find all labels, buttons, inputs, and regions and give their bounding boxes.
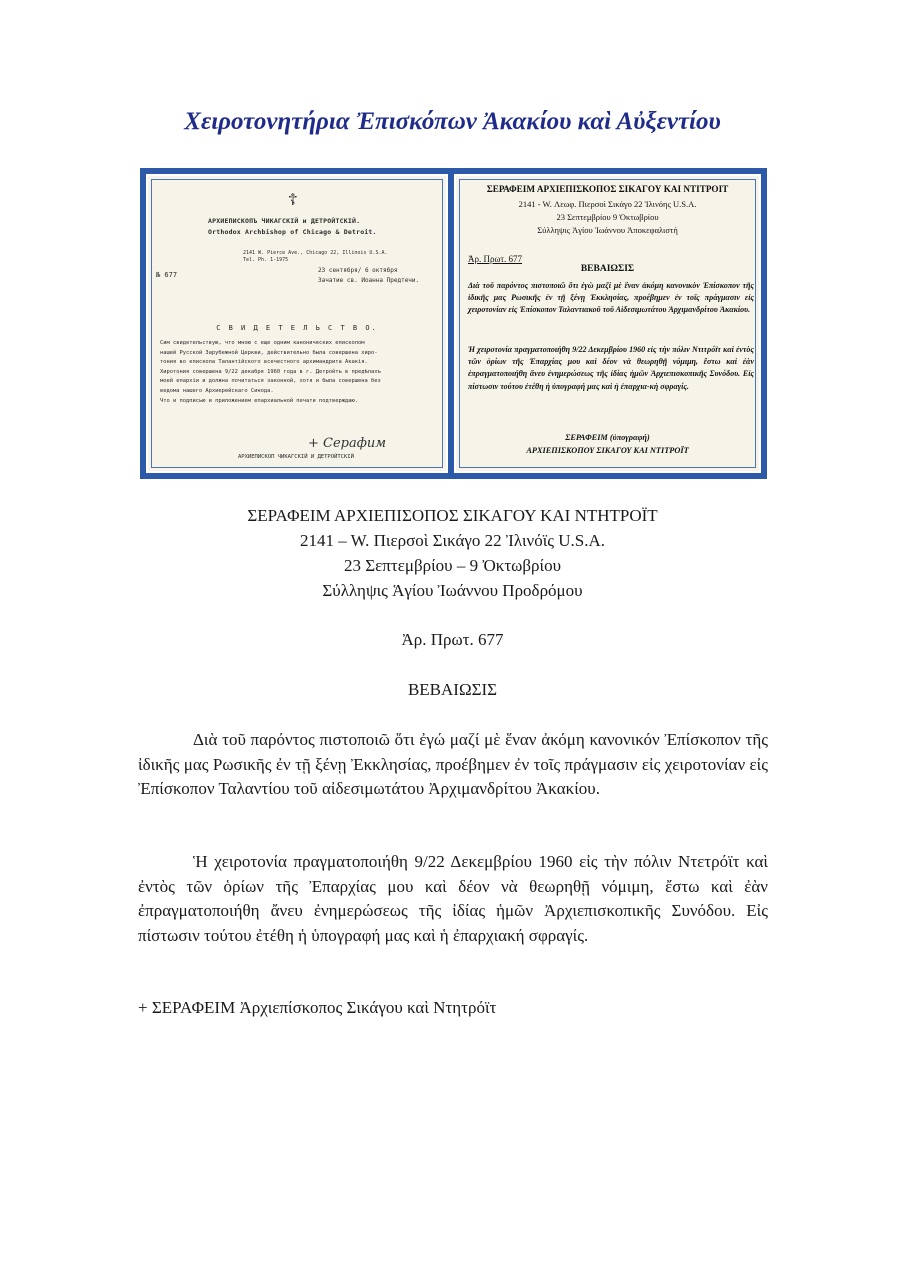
letterhead-line: Σύλληψις Ἁγίου Ἰωάννου Προδρόμου [322, 581, 583, 600]
scan-left-date [318, 266, 419, 286]
page-title: Χειροτονητήρια Ἐπισκόπων Ἀκακίου καὶ Αὐξεντίου [184, 108, 721, 135]
greek-certificate-scan [454, 174, 761, 473]
scan-left-body [160, 339, 440, 406]
scan-right-prot: Ἀρ. Πρωτ. 677 [468, 254, 523, 264]
scan-left-body-line: Хиротония совершена 9/22 декабря 1960 года в г. Детройтъ в предѣлахъ [160, 368, 381, 375]
certificate-heading: ΒΕΒΑΙΩΣΙΣ [407, 680, 498, 699]
scan-left-header [208, 216, 448, 238]
scan-right-paragraph: Διὰ τοῦ παρόντος πιστοποιῶ ὅτι ἐγὼ μαζὶ μὲ ἕναν ἀκόμη κανονικὸν Ἐπίσκοπον τῆς ἰδικῆς μας Ρωσικῆς ἐν τῇ ξένῃ Ἐκκλησίας, προέβημεν ἐν τοῖς πράγμασιν εἰς χειροτονίαν εἰς Ἐπίσκοπον Ταλαντιακοῦ τοῦ Αἰδεσιμωτάτου Ἀρχιμανδρίτου Ἀκακίου. [468, 281, 754, 315]
letterhead-line: 23 Σεπτεμβρίου – 9 Ὀκτωβρίου [344, 556, 561, 575]
scan-left-address-line: Tel. Ph. 1-1975 [243, 257, 289, 263]
scan-right-line: ΣΕΡΑΦΕΙΜ ΑΡΧΙΕΠΙΣΚΟΠΟΣ ΣΙΚΑΓΟΥ ΚΑΙ ΝΤΙΤΡΟΙΤ [486, 184, 729, 194]
scan-left-number: № 677 [156, 271, 178, 279]
scan-left-body-line: нашей Русской Зарубежной Церкви, действительно была совершена хиро- [160, 349, 378, 356]
scan-left-header-line: Orthodox Archbishop of Chicago & Detroit. [208, 228, 377, 236]
scan-left-date-line: 23 сентября/ 6 октября [318, 267, 398, 274]
scan-left-address-line: 2141 W. Pierce Ave., Chicago 22, Illinois U.S.A. [243, 250, 388, 256]
scan-left-signature: + Серафим [308, 436, 387, 451]
scan-left-body-line: тония во епископа Талантійского всечестного архимандрита Акакія. [160, 359, 368, 366]
scan-right-line: 23 Σεπτεμβρίου 9 Ὀκτωβρίου [556, 212, 659, 222]
scan-right-line: 2141 - W. Λεωφ. Πιερσοὶ Σικάγο 22 Ἰλινόης U.S.A. [518, 199, 697, 209]
scan-left-body-line: ведома нашего Архиерейскаго Синода. [160, 387, 274, 394]
scan-left-address [243, 250, 388, 264]
scan-left-footer: АРХИЕПИСКОП ЧИКАГСКІЙ И ДЕТРОЙТСКІЙ [238, 454, 354, 460]
scan-left-body-line: Что и подписью и приложением епархиальной печати подтверждаю. [160, 397, 358, 404]
russian-certificate-scan [146, 174, 448, 473]
scan-left-body-line: Сим свидетельствую, что мною с еще одним канонических епископом [160, 340, 365, 346]
cross-icon: ☦ [288, 190, 298, 209]
letterhead-line: 2141 – W. Πιερσοὶ Σικάγο 22 Ἰλινόϊς U.S.A. [299, 531, 606, 550]
scanned-documents-figure [140, 168, 767, 479]
scan-right-heading: ΒΕΒΑΙΩΣΙΣ [580, 264, 635, 274]
scan-inner-border [459, 179, 756, 468]
scan-right-paragraph: Ἡ χειροτονία πραγματοποιήθη 9/22 Δεκεμβρίου 1960 εἰς τὴν πόλιν Ντιτρόϊτ καὶ ἐντὸς τῶν ὁρίων τῆς Ἐπαρχίας μου καὶ δέον νὰ θεωρηθῇ νόμιμη, ἔστω καὶ ἐὰν ἐπραγματοποιήθη ἄνευ ἐνημερώσεως τῆς ἰδίας ἡμῶν Ἀρχιεπισκοπικῆς Συνόδου. Εἰς πίστωσιν τούτου ἐτέθη ἡ ὑπογραφή μας καὶ ἡ ἐπαρχια-κὴ σφραγίς. [468, 345, 754, 391]
letterhead-line: ΣΕΡΑΦΕΙΜ ΑΡΧΙΕΠΙΣΟΠΟΣ ΣΙΚΑΓΟΥ ΚΑΙ ΝΤΗΤΡΟΪΤ [247, 506, 658, 525]
scan-left-body-line: моей епархіи и должна почитаться законной, хотя и была совершена без [160, 378, 381, 385]
scan-left-date-line: Зачатие св. Иоанна Предтечи. [318, 277, 420, 284]
body-paragraph: Διὰ τοῦ παρόντος πιστοποιῶ ὅτι ἐγώ μαζί μὲ ἕναν ἀκόμη κανονικόν Ἐπίσκοπον τῆς ἰδικῆς μας Ρωσικῆς ἐν τῇ ξένῃ Ἐκκλησίας, προέβημεν ἐν τοῖς πράγμασιν εἰς χειροτονίαν εἰς Ἐπίσκοπον Ταλαντίου τοῦ αἰδεσιμωτάτου Ἀρχιμανδρίτου Ἀκακίου. [138, 730, 768, 798]
body-paragraph: Ἡ χειροτονία πραγματοποιήθη 9/22 Δεκεμβρίου 1960 εἰς τὴν πόλιν Ντετρόϊτ καὶ ἐντὸς τῶν ὁρίων τῆς Ἐπαρχίας μου καὶ δέον νὰ θεωρηθῇ νόμιμη, ἔστω καὶ ἐὰν ἐπραγματοποιήθη ἄνευ ἐνημερώσεως τῆς ἰδίας ἡμῶν Ἀρχιεπισκοπικῆς Συνόδου. Εἰς πίστωσιν τούτου ἐτέθη ἡ ὑπογραφή μας καὶ ἡ ἐπαρχιακή σφραγίς. [138, 852, 768, 945]
scan-left-heading: С В И Д Е Т Е Л Ь С Т В О. [216, 324, 378, 332]
scan-left-header-line: АРХИЕПИСКОПЪ ЧИКАГСКІЙ и ДЕТРОЙТСКІЙ. [208, 217, 361, 225]
scan-right-signature-title: ΑΡΧΙΕΠΙΣΚΟΠΟΥ ΣΙΚΑΓΟΥ ΚΑΙ ΝΤΙΤΡΟΪΤ [526, 446, 689, 455]
signature-line: + ΣΕΡΑΦΕΙΜ Ἀρχιεπίσκοπος Σικάγου καὶ Ντητρόϊτ [138, 998, 497, 1017]
scan-right-line: Σύλληψις Ἁγίου Ἰωάννου Ἀποκεφαλιστή [537, 225, 678, 235]
scan-right-signature: ΣΕΡΑΦΕΙΜ (ὑπογραφή) [565, 433, 650, 442]
protocol-number: Ἀρ. Πρωτ. 677 [401, 630, 504, 649]
